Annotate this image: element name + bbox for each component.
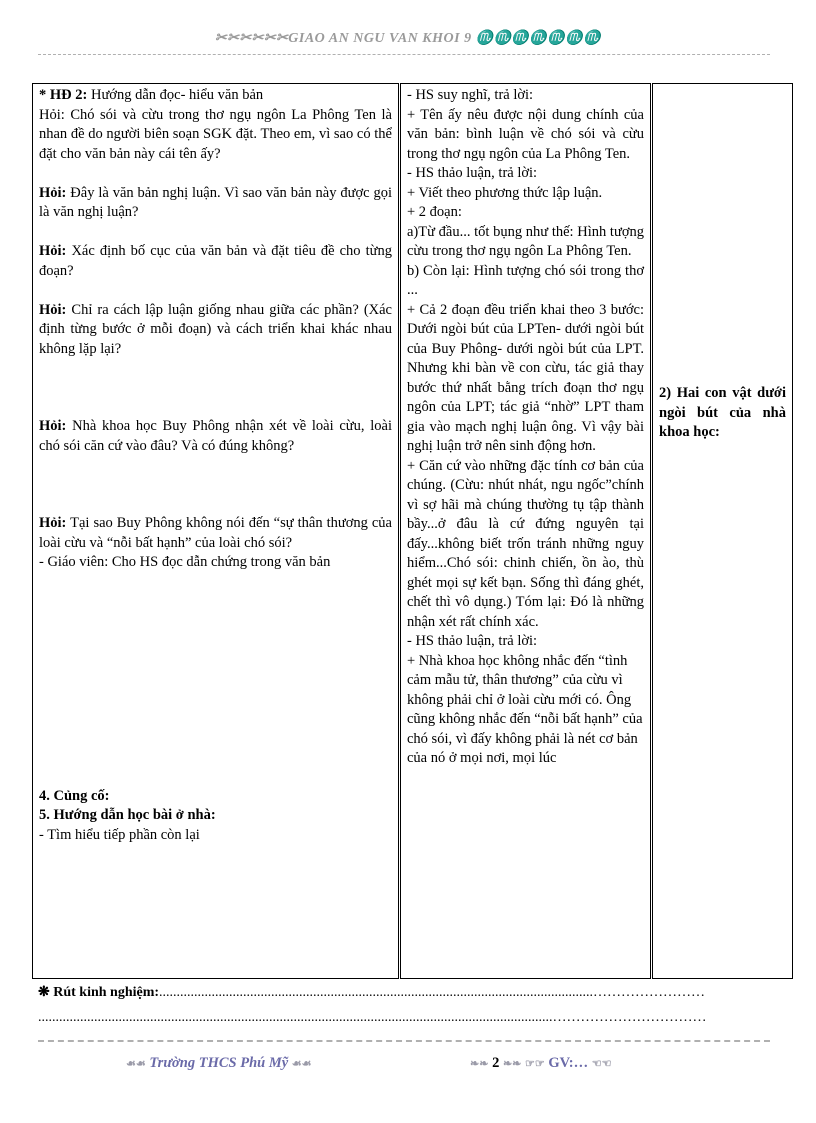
footer-page-info (470, 1055, 611, 1072)
ornament-icon: ☙☙ (126, 1058, 146, 1070)
student-line: - HS suy nghĩ, trả lời: (407, 87, 534, 103)
header-divider (38, 54, 770, 55)
question-label: Hỏi: (39, 515, 67, 531)
content-cell (652, 84, 793, 979)
ornament-icon: ☙☙ (291, 1058, 312, 1070)
question-1: Hỏi: Chó sói và cừu trong thơ ngụ ngôn La Phông Ten là nhan đề do người biên soạn SGK đặt. Theo em, vì sao có thể đặt cho văn bản này cái tên ấy? (39, 106, 392, 162)
review-notes (38, 983, 778, 1028)
question-label: Hỏi: (39, 418, 67, 434)
page-header-title: ✂✂✂✂✂✂GIAO AN NGU VAN KHOI 9 ♏♏♏♏♏♏♏ (214, 31, 602, 46)
question-3: Xác định bố cục của văn bản và đặt tiêu đề cho từng đoạn? (39, 243, 392, 279)
student-line: + 2 đoạn: (407, 204, 462, 220)
student-line: + Nhà khoa học không nhắc đến “tình cảm mẫu tử, thân thương” của cừu vì không phải chỉ ở loài cừu mới có. Ông cũng không nhắc đến “nỗi bất hạnh” của chó sói, vì đấy không phải là nét cơ bản của nó ở mọi nơi, mọi lúc (407, 652, 643, 766)
review-label: ❋ Rút kinh nghiệm: (38, 985, 160, 1000)
content-heading: 2) Hai con vật dưới ngòi bút của nhà khoa học: (659, 385, 786, 440)
student-line: + Cả 2 đoạn đều triển khai theo 3 bước: Dưới ngòi bút của LPTen- dưới ngòi bút của Buy Phông- dưới ngòi bút của LPT. Nhưng khi bàn về con cừu, tác giả thay bước thứ nhất bằng trích đoạn thơ ngụ ngôn của LPT; tác giả “nhờ” LPT tham gia vào mạch nghị luận ông. Vì vậy bài nghị luận trở nên sinh động hơn. (407, 301, 644, 454)
question-label: Hỏi: (39, 243, 67, 259)
section-homework: 5. Hướng dẫn học bài ở nhà: (39, 807, 216, 823)
school-name: Trường THCS Phú Mỹ (149, 1055, 289, 1071)
hd-label: * HĐ 2: (39, 87, 88, 103)
review-dots-2: ...................................................................................................................................................…………………………… (38, 1010, 707, 1025)
teacher-name: GV:… (548, 1055, 589, 1071)
student-line: b) Còn lại: Hình tượng chó sói trong thơ ... (407, 262, 644, 298)
teacher-note: - Giáo viên: Cho HS đọc dẫn chứng trong văn bản (39, 554, 331, 570)
teacher-activity-cell (33, 84, 400, 979)
question-label: Hỏi: (39, 184, 67, 201)
hd-text: Hướng dẫn đọc- hiểu văn bản (87, 87, 264, 103)
lesson-table (32, 83, 793, 979)
student-line: + Viết theo phương thức lập luận. (407, 184, 603, 201)
student-line: + Căn cứ vào những đặc tính cơ bản của chúng. (Cừu: nhút nhát, ngu ngốc”chính vì sợ hãi mà chúng thường tụ tập thành bầy...ở đâu là cứ đứng nguyên tại đấy...không biết trốn tránh những nguy hiểm...Chó sói: chinh chiến, ồn ào, thù ghét mọi sự kết bạn. Sống thì đáng ghét, chết thì vô dụng.) Tóm lại: Đó là những nhận xét rất chính xác. (407, 457, 644, 630)
question-5: Nhà khoa học Buy Phông nhận xét về loài cừu, loài chó sói căn cứ vào đâu? Và có đúng không? (39, 418, 392, 454)
ornament-icon: ❧❧ (502, 1058, 522, 1070)
ornament-icon: ☜☜ (591, 1058, 612, 1070)
student-line: a)Từ đầu... tốt bụng như thế: Hình tượng cừu trong thơ ngụ ngôn La Phông Ten. (407, 223, 644, 259)
question-4: Chỉ ra cách lập luận giống nhau giữa các phần? (Xác định từng bước ở mỗi đoạn) và cách triển khai khác nhau không lặp lại? (39, 301, 392, 357)
footer-divider (38, 1040, 770, 1042)
footer-school (126, 1055, 312, 1072)
student-activity-cell (400, 84, 652, 979)
question-2: Đây là văn bản nghị luận. Vì sao văn bản này được gọi là văn nghị luận? (39, 184, 392, 220)
review-dots-1: ............................................................................................................................…………………… (159, 985, 706, 1000)
ornament-icon: ☞☞ (525, 1058, 545, 1070)
homework-item: - Tìm hiểu tiếp phần còn lại (39, 826, 200, 843)
student-line: + Tên ấy nêu được nội dung chính của văn bản: bình luận về chó sói và cừu trong thơ ngụ ngôn của La Phông Ten. (407, 106, 644, 162)
question-6: Tại sao Buy Phông không nói đến “sự thân thương của loài cừu và “nỗi bất hạnh” của loài chó sói? (39, 515, 392, 551)
section-consolidate: 4. Củng cố: (39, 787, 110, 804)
page-number: 2 (492, 1055, 500, 1071)
student-line: - HS thảo luận, trả lời: (407, 633, 538, 649)
table-row (33, 84, 793, 979)
student-line: - HS thảo luận, trả lời: (407, 165, 538, 181)
ornament-icon: ❧❧ (470, 1058, 489, 1070)
question-label: Hỏi: (39, 301, 67, 318)
